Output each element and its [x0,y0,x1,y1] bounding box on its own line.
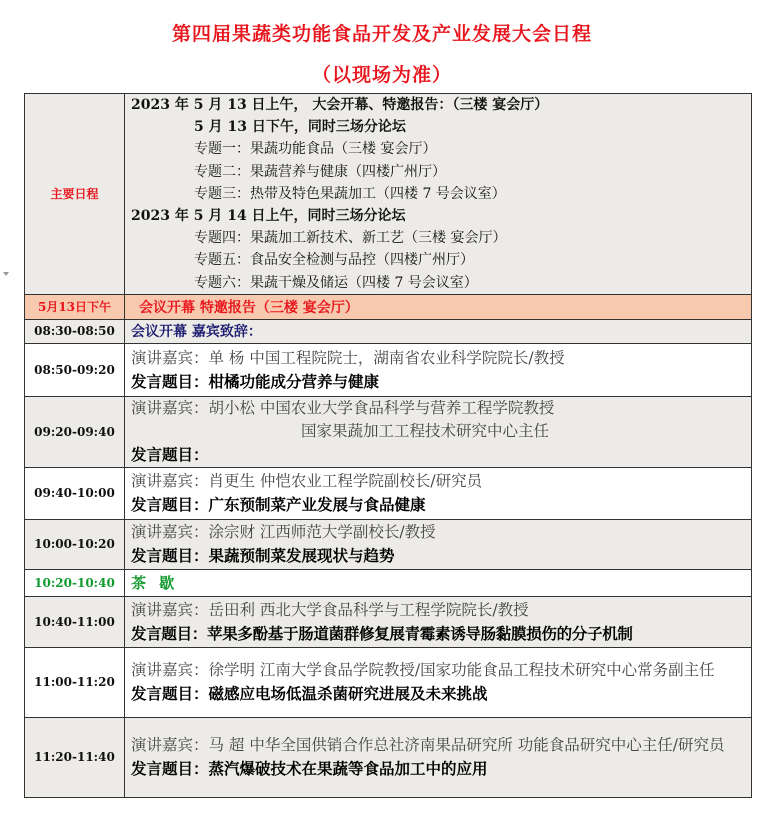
schedule-row [25,396,752,467]
schedule-row [25,647,752,717]
topic-text: 发言题目：广东预制菜产业发展与食品健康 [131,495,426,515]
row-time: 09:20-09:40 [25,396,125,467]
main-schedule-row [25,94,752,295]
main-line: 专题五：食品安全检测与品控（四楼广州厅） [194,252,474,269]
schedule-table [24,93,752,798]
session-label: 会议开幕 特邀报告（三楼 宴会厅） [125,294,752,319]
tea-break-row [25,569,752,596]
schedule-row [25,717,752,797]
speaker-text: 演讲嘉宾：涂宗财 江西师范大学副校长/教授 [131,523,436,542]
main-line: 专题四：果蔬加工新技术、新工艺（三楼 宴会厅） [194,230,507,247]
schedule-row [25,467,752,519]
topic-text: 发言题目：磁感应电场低温杀菌研究进展及未来挑战 [131,684,488,704]
row-time: 10:00-10:20 [25,519,125,569]
session-header-row [25,294,752,319]
schedule-row [25,319,752,343]
main-line: 5 月 13 日下午，同时三场分论坛 [194,119,406,136]
speaker-text: 国家果蔬加工工程技术研究中心主任 [301,422,550,441]
topic-text: 发言题目：果蔬预制菜发展现状与趋势 [131,546,395,566]
row-time: 11:00-11:20 [25,647,125,717]
page-title: 第四届果蔬类功能食品开发及产业发展大会日程 [171,23,592,45]
row-time: 08:30-08:50 [25,319,125,343]
speaker-text: 演讲嘉宾：胡小松 中国农业大学食品科学与营养工程学院教授 [131,399,555,418]
speaker-text: 演讲嘉宾：肖更生 仲恺农业工程学院副校长/研究员 [131,472,483,491]
row-time: 09:40-10:00 [25,467,125,519]
row-time: 08:50-09:20 [25,343,125,396]
page-subtitle: （以现场为准） [311,64,452,86]
main-line: 2023 年 5 月 14 日上午，同时三场分论坛 [131,208,406,225]
topic-text: 发言题目：苹果多酚基于肠道菌群修复展青霉素诱导肠黏膜损伤的分子机制 [131,623,633,643]
main-line: 专题三：热带及特色果蔬加工（四楼 7 号会议室） [194,185,506,202]
schedule-row [25,519,752,569]
speaker-text: 演讲嘉宾：岳田利 西北大学食品科学与工程学院院长/教授 [131,600,529,619]
schedule-row [25,343,752,396]
main-line: 2023 年 5 月 13 日上午， 大会开幕、特邀报告：（三楼 宴会厅） [131,97,549,113]
main-schedule-content [125,94,752,295]
main-line: 专题二：果蔬营养与健康（四楼广州厅） [194,163,446,180]
main-line: 专题一：果蔬功能食品（三楼 宴会厅） [194,141,437,158]
row-time: 11:20-11:40 [25,717,125,797]
topic-text: 发言题目：蒸汽爆破技术在果蔬等食品加工中的应用 [131,759,488,779]
main-line: 专题六：果蔬干燥及储运（四楼 7 号会议室） [194,274,478,291]
collapse-marker-icon [3,272,9,276]
row-time: 10:40-11:00 [25,596,125,647]
main-schedule-label: 主要日程 [25,94,125,295]
speaker-text: 演讲嘉宾：单 杨 中国工程院院士，湖南省农业科学院院长/教授 [131,348,565,367]
schedule-row [25,596,752,647]
tea-break-text: 茶 歇 [125,569,752,596]
speaker-text: 演讲嘉宾：徐学明 江南大学食品学院教授/国家功能食品工程技术研究中心常务副主任 [131,661,715,680]
session-time: 5月13日下午 [25,294,125,319]
speaker-text: 演讲嘉宾：马 超 中华全国供销合作总社济南果品研究所 功能食品研究中心主任/研究员 [131,736,725,755]
opening-text: 会议开幕 嘉宾致辞： [125,319,752,343]
topic-text: 发言题目：柑橘功能成分营养与健康 [131,371,380,391]
topic-text: 发言题目： [131,445,209,465]
row-time: 10:20-10:40 [25,569,125,596]
